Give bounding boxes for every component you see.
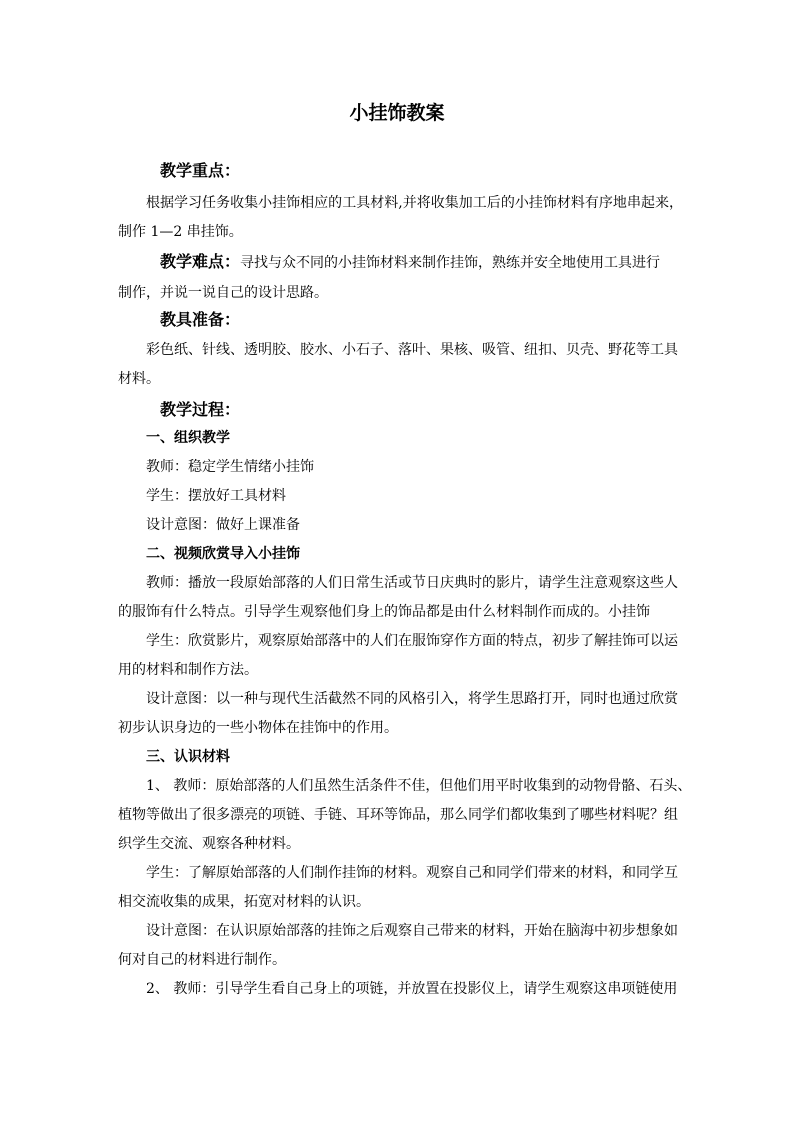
materials-text-line-2: 材料。 (118, 371, 160, 387)
section-3-item1-line-3: 织学生交流、观察各种材料。 (118, 836, 300, 852)
section-3-student-line-2: 相交流收集的成果，拓宽对材料的认识。 (118, 894, 370, 910)
section-2-intent-line-2: 初步认识身边的一些小物体在挂饰中的作用。 (118, 720, 398, 736)
section-1-intent: 设计意图：做好上课准备 (146, 517, 300, 533)
page-title: 小挂饰教案 (349, 102, 445, 124)
section-3-item1-line-2: 植物等做出了很多漂亮的项链、手链、耳环等饰品，那么同学们都收集到了哪些材料呢？组 (118, 807, 678, 823)
section-3-intent-line-1: 设计意图：在认识原始部落的挂饰之后观察自己带来的材料，开始在脑海中初步想象如 (146, 923, 678, 939)
difficulty-paragraph (160, 252, 725, 273)
section-3-item1-line-1: 1、 教师：原始部落的人们虽然生活条件不佳，但他们用平时收集到的动物骨骼、石头、 (146, 778, 692, 794)
section-2-student-line-2: 用的材料和制作方法。 (118, 662, 258, 678)
materials-text-line-1: 彩色纸、针线、透明胶、胶水、小石子、落叶、果核、吸管、纽扣、贝壳、野花等工具 (146, 342, 678, 358)
section-3-item2-line-1: 2、 教师：引导学生看自己身上的项链，并放置在投影仪上，请学生观察这串项链使用 (146, 981, 678, 997)
section-2-student-line-1: 学生：欣赏影片，观察原始部落中的人们在服饰穿作方面的特点，初步了解挂饰可以运 (146, 633, 678, 649)
materials-heading: 教具准备： (160, 310, 241, 329)
difficulty-heading: 教学难点： (160, 252, 241, 271)
process-heading: 教学过程： (160, 400, 241, 419)
difficulty-text-line-2: 制作，并说一说自己的设计思路。 (118, 285, 328, 301)
section-2-title: 二、视频欣赏导入小挂饰 (146, 546, 300, 562)
focus-text-line-1: 根据学习任务收集小挂饰相应的工具材料,并将收集加工后的小挂饰材料有序地串起来， (146, 195, 683, 211)
focus-text-line-2: 制作 1—2 串挂饰。 (118, 224, 243, 240)
section-1-teacher: 教师：稳定学生情绪小挂饰 (146, 459, 314, 475)
section-2-teacher-line-2: 的服饰有什么特点。引导学生观察他们身上的饰品都是由什么材料制作而成的。小挂饰 (118, 604, 650, 620)
section-1-student: 学生：摆放好工具材料 (146, 488, 286, 504)
section-2-teacher-line-1: 教师：播放一段原始部落的人们日常生活或节日庆典时的影片，请学生注意观察这些人 (146, 575, 678, 591)
section-3-intent-line-2: 何对自己的材料进行制作。 (118, 952, 286, 968)
focus-heading: 教学重点： (160, 161, 241, 180)
section-2-intent-line-1: 设计意图：以一种与现代生活截然不同的风格引入，将学生思路打开，同时也通过欣赏 (146, 691, 678, 707)
difficulty-text-line-1: 寻找与众不同的小挂饰材料来制作挂饰，熟练并安全地使用工具进行 (240, 255, 661, 271)
section-3-title: 三、认识材料 (146, 749, 230, 765)
section-1-title: 一、组织教学 (146, 430, 230, 446)
section-3-student-line-1: 学生：了解原始部落的人们制作挂饰的材料。观察自己和同学们带来的材料，和同学互 (146, 865, 678, 881)
